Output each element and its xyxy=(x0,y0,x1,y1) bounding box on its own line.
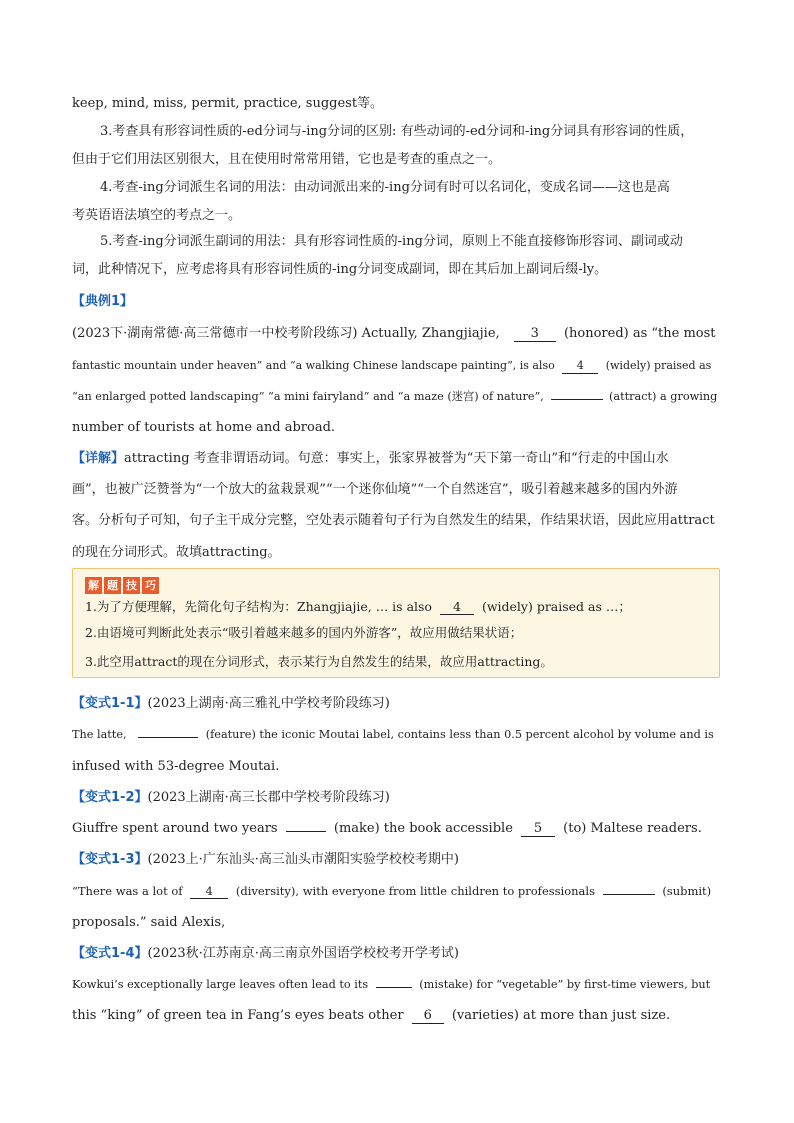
variant-source: (2023上湖南·高三长郡中学校考阶段练习) xyxy=(147,790,390,805)
variant-source: (2023上湖南·高三雅礼中学校考阶段练习) xyxy=(147,696,390,711)
variant-1-1-heading xyxy=(72,696,390,712)
tip-line-2: 2.由语境可判断此处表示“吸引着越来越多的国内外游客”，故应用做结果状语； xyxy=(85,625,523,640)
example-1-text: (2023下·湖南常德·高三常德市一中校考阶段练习) Actually, Zhangjiajie, xyxy=(72,326,500,341)
variant-text: (to) Maltese readers. xyxy=(563,821,702,836)
tip-text: (widely) praised as …； xyxy=(481,599,631,614)
tip-tag: 技 xyxy=(123,577,140,594)
tip-line-1 xyxy=(85,599,631,615)
variant-label: 【变式1-2】 xyxy=(72,790,148,805)
variant-label: 【变式1-4】 xyxy=(72,946,148,961)
variant-1-4-line-1 xyxy=(72,977,722,993)
answer-blank-5: 5 xyxy=(521,822,555,837)
tip-text: 1.为了方便理解，先简化句子结构为：Zhangjiajie, … is also xyxy=(85,599,432,614)
detail-line-1 xyxy=(72,451,722,467)
answer-blank-4: 4 xyxy=(440,600,474,615)
answer-blank-4: 4 xyxy=(562,359,598,374)
variant-1-3-heading xyxy=(72,852,459,868)
variant-1-1-line-1 xyxy=(72,727,722,743)
intro-line-5: 考英语语法填空的考点之一。 xyxy=(72,208,242,223)
variant-1-2-line-1 xyxy=(72,821,722,837)
example-1-text: (honored) as “the most xyxy=(563,326,716,341)
variant-label: 【变式1-1】 xyxy=(72,696,148,711)
example-1-line-4: number of tourists at home and abroad. xyxy=(72,420,336,435)
answer-blank xyxy=(138,737,198,738)
variant-text: The latte, xyxy=(72,728,127,741)
intro-line-1: keep, mind, miss, permit, practice, suggest等。 xyxy=(72,96,384,111)
answer-blank-3: 3 xyxy=(514,327,556,342)
tip-tag: 题 xyxy=(104,577,121,594)
variant-1-4-heading xyxy=(72,946,459,962)
example-1-line-2 xyxy=(72,358,722,374)
detail-line-3: 客。分析句子可知，句子主干成分完整，空处表示随着句子行为自然发生的结果，作结果状语，因此应用attract xyxy=(72,513,715,528)
tip-tag: 解 xyxy=(85,577,102,594)
variant-text: Kowkui’s exceptionally large leaves often lead to its xyxy=(72,978,369,991)
intro-line-7: 词，此种情况下，应考虑将具有形容词性质的-ing分词变成副词，即在其后加上副词后缀-ly。 xyxy=(72,262,608,277)
answer-blank xyxy=(286,831,326,832)
detail-label: 【详解】 xyxy=(72,451,125,466)
answer-blank xyxy=(376,987,412,988)
example-1-line-3 xyxy=(72,389,722,405)
variant-1-3-line-2: proposals.” said Alexis, xyxy=(72,915,226,930)
example-1-text: “an enlarged potted landscaping” “a mini fairyland” and “a maze (迷宫) of nature”, xyxy=(72,390,544,403)
variant-1-2-heading xyxy=(72,790,390,806)
answer-blank xyxy=(603,894,655,895)
variant-text: (varieties) at more than just size. xyxy=(451,1008,671,1023)
example-1-text: fantastic mountain under heaven” and “a walking Chinese landscape painting”, is also xyxy=(72,359,555,372)
variant-text: “There was a lot of xyxy=(72,884,183,898)
intro-line-2: 3.考查具有形容词性质的-ed分词与-ing分词的区别: 有些动词的-ed分词和-ing分词具有形容词的性质， xyxy=(100,124,694,139)
detail-line-2: 画”，也被广泛赞誉为“一个放大的盆栽景观”“一个迷你仙境”“一个自然迷宫”，吸引着越来越多的国内外游 xyxy=(72,482,678,497)
variant-1-1-line-2: infused with 53-degree Moutai. xyxy=(72,759,280,774)
variant-text: (mistake) for “vegetable” by first-time viewers, but xyxy=(419,978,711,991)
detail-line-4: 的现在分词形式。故填attracting。 xyxy=(72,545,281,560)
variant-text: Giuffre spent around two years xyxy=(72,821,278,836)
tip-box xyxy=(72,568,720,678)
example-1-line-1 xyxy=(72,326,722,342)
variant-source: (2023秋·江苏南京·高三南京外国语学校校考开学考试) xyxy=(147,946,459,961)
intro-line-3: 但由于它们用法区别很大，且在使用时常常用错，它也是考查的重点之一。 xyxy=(72,152,502,167)
intro-line-4: 4.考查-ing分词派生名词的用法：由动词派出来的-ing分词有时可以名词化，变成名词——这也是高 xyxy=(100,180,670,195)
tip-tags xyxy=(85,577,159,594)
answer-blank xyxy=(551,399,603,400)
variant-1-4-line-2 xyxy=(72,1008,722,1024)
variant-text: (make) the book accessible xyxy=(333,821,513,836)
intro-line-6: 5.考查-ing分词派生副词的用法：具有形容词性质的-ing分词，原则上不能直接修饰形容词、副词或动 xyxy=(100,234,683,249)
detail-text: attracting 考查非谓语动词。句意：事实上，张家界被誉为“天下第一奇山”和“行走的中国山水 xyxy=(124,451,669,466)
tip-tag: 巧 xyxy=(142,577,159,594)
variant-text: (submit) xyxy=(662,884,712,898)
tip-line-3: 3.此空用attract的现在分词形式，表示某行为自然发生的结果，故应用attracting。 xyxy=(85,654,553,669)
variant-source: (2023上·广东汕头·高三汕头市潮阳实验学校校考期中) xyxy=(147,852,459,867)
example-1-text: (attract) a growing xyxy=(608,390,718,403)
variant-text: (feature) the iconic Moutai label, contains less than 0.5 percent alcohol by volume and is xyxy=(205,728,714,741)
example-1-heading: 【典例1】 xyxy=(72,294,134,309)
answer-blank-4: 4 xyxy=(190,884,228,899)
answer-blank-6: 6 xyxy=(412,1009,444,1024)
variant-text: (diversity), with everyone from little children to professionals xyxy=(235,884,595,898)
variant-1-3-line-1 xyxy=(72,883,722,899)
example-1-text: (widely) praised as xyxy=(605,359,712,372)
variant-text: this “king” of green tea in Fang’s eyes beats other xyxy=(72,1008,404,1023)
variant-label: 【变式1-3】 xyxy=(72,852,148,867)
